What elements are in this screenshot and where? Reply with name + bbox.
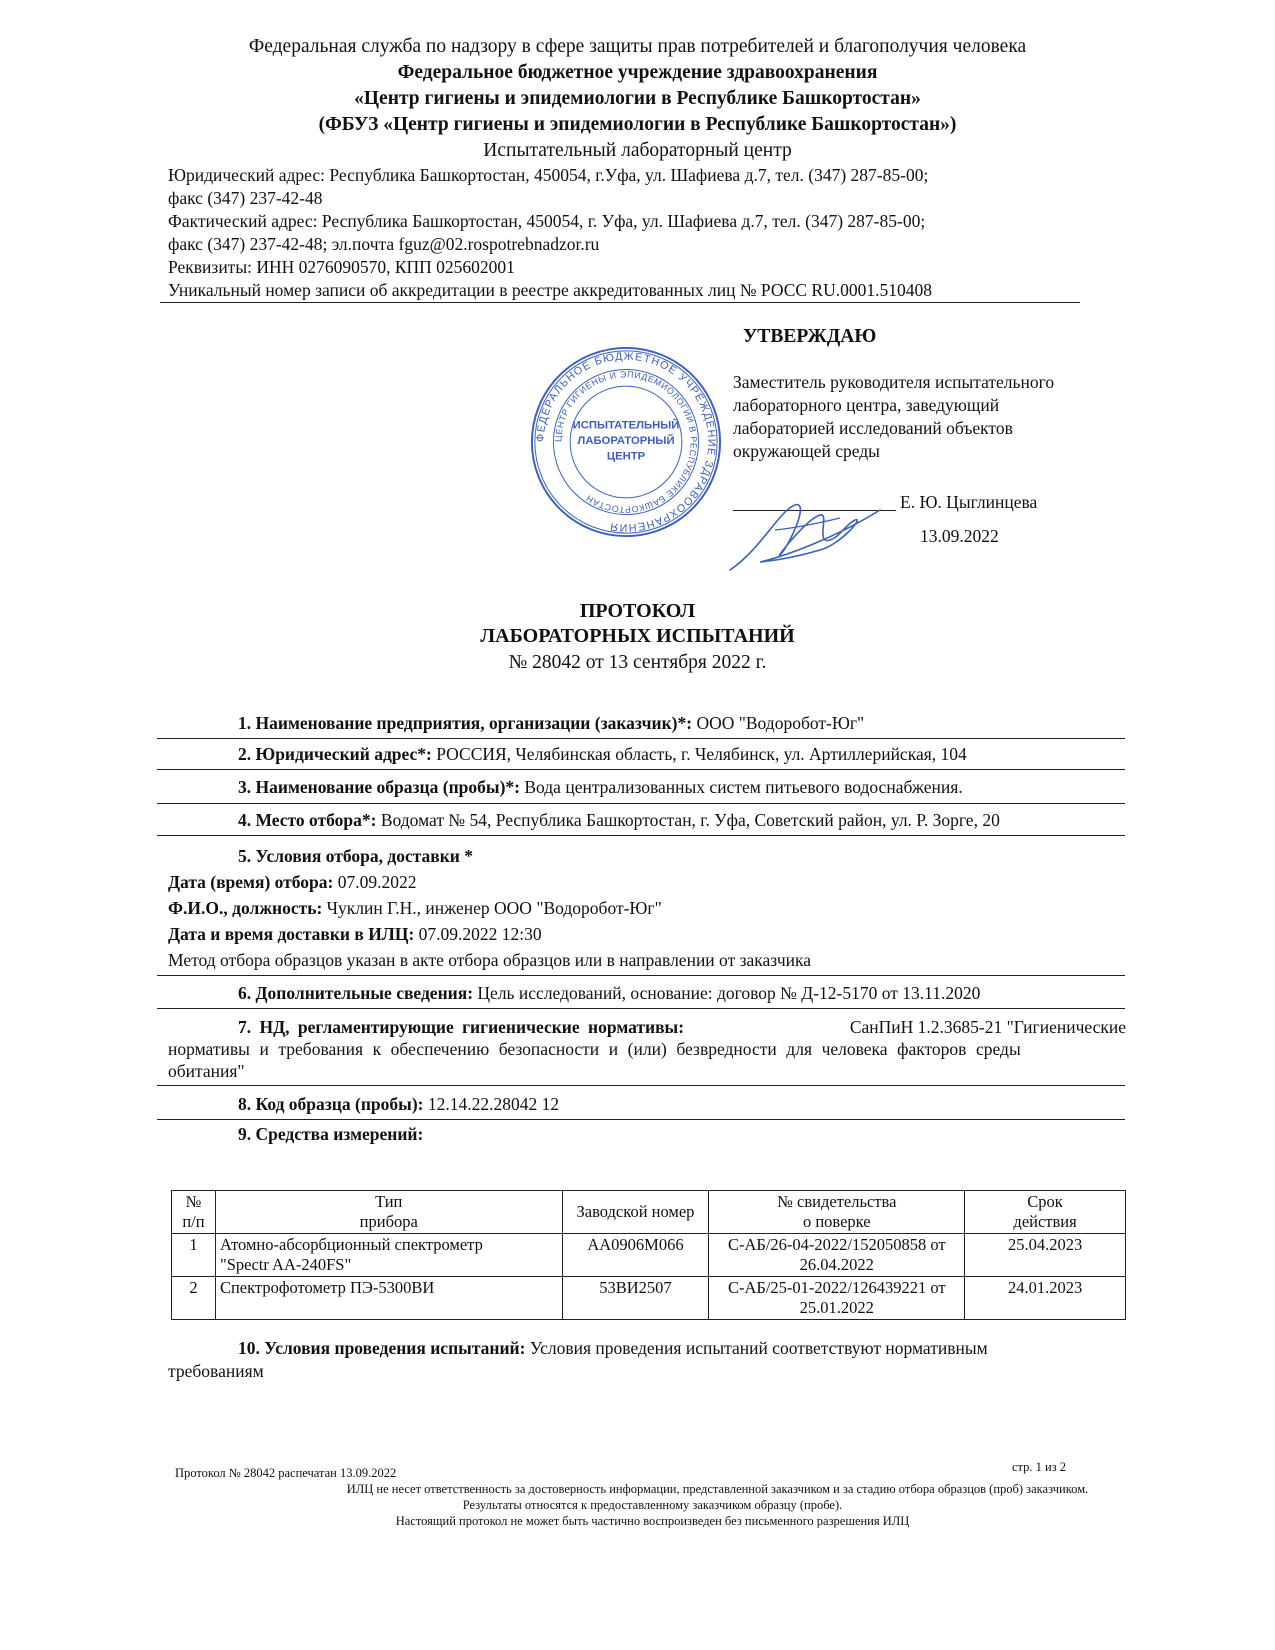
header-type: Тип прибора	[215, 1191, 562, 1234]
header-divider	[160, 302, 1080, 303]
item-1	[238, 713, 864, 734]
footer-note-1: ИЛЦ не несет ответственность за достоверность информации, представленной заказчиком и за стадию отбора образцов (проб) заказчиком.	[346, 1482, 1089, 1496]
cell-no: 2	[172, 1277, 216, 1320]
svg-text:ЦЕНТР ГИГИЕНЫ И ЭПИДЕМИОЛОГИИ: ЦЕНТР ГИГИЕНЫ И ЭПИДЕМИОЛОГИИ В РЕСПУБЛИКЕ БАШКОРТОСТАН	[553, 369, 699, 515]
item-7-line1	[238, 1017, 1126, 1038]
item-6-label: 6. Дополнительные сведения:	[238, 983, 474, 1003]
item-divider	[157, 769, 1125, 770]
legal-fax: факс (347) 237-42-48	[168, 188, 323, 208]
actual-fax-email: факс (347) 237-42-48; эл.почта fguz@02.rospotrebnadzor.ru	[168, 234, 600, 254]
sampler-value: Чуклин Г.Н., инженер ООО "Водоробот-Юг"	[322, 898, 662, 918]
item-5-method: Метод отбора образцов указан в акте отбора образцов или в направлении от заказчика	[168, 950, 812, 970]
item-10	[238, 1338, 988, 1359]
table-header-row	[172, 1191, 1126, 1234]
approval-position-1: Заместитель руководителя испытательного	[733, 372, 1055, 392]
header-certificate: № свидетельства о поверке	[709, 1191, 965, 1234]
approval-position-3: лабораторией исследований объектов	[733, 418, 1013, 438]
cell-certificate: С-АБ/25-01-2022/126439221 от 25.01.2022	[709, 1277, 965, 1320]
item-5-delivery	[168, 924, 542, 945]
header-institution: Федеральное бюджетное учреждение здравоохранения	[397, 62, 878, 83]
item-10-label: 10. Условия проведения испытаний:	[238, 1338, 526, 1358]
sampling-date-label: Дата (время) отбора:	[168, 872, 334, 892]
item-divider	[157, 1119, 1125, 1120]
item-5-sampler	[168, 898, 662, 919]
cell-type: Спектрофотометр ПЭ-5300ВИ	[215, 1277, 562, 1320]
item-7-value-1: СанПиН 1.2.3685-21 "Гигиенические	[849, 1017, 1126, 1037]
item-7-value-3: обитания"	[168, 1061, 245, 1081]
approval-position-4: окружающей среды	[733, 441, 880, 461]
svg-text:ЛАБОРАТОРНЫЙ: ЛАБОРАТОРНЫЙ	[577, 434, 675, 447]
item-7-value-2: нормативы и требования к обеспечению безопасности и (или) безвредности для человека факторов среды	[168, 1039, 1021, 1059]
cell-validity: 24.01.2023	[965, 1277, 1126, 1320]
protocol-title: ПРОТОКОЛ	[579, 600, 696, 622]
item-7-label: 7. НД, регламентирующие гигиенические нормативы:	[238, 1017, 685, 1037]
cell-certificate: С-АБ/26-04-2022/152050858 от 26.04.2022	[709, 1234, 965, 1277]
item-1-value: ООО "Водоробот-Юг"	[692, 713, 865, 733]
item-divider	[157, 738, 1125, 739]
header-lab: Испытательный лабораторный центр	[483, 140, 792, 161]
header-agency: Федеральная служба по надзору в сфере защиты прав потребителей и благополучия человека	[248, 36, 1027, 57]
item-3-label: 3. Наименование образца (пробы)*:	[238, 777, 520, 797]
item-10-value-1: Условия проведения испытаний соответствуют нормативным	[525, 1338, 988, 1358]
item-divider	[157, 1085, 1125, 1086]
item-2-value: РОССИЯ, Челябинская область, г. Челябинск, ул. Артиллерийская, 104	[431, 744, 967, 764]
requisites: Реквизиты: ИНН 0276090570, КПП 025602001	[168, 257, 515, 277]
table-row	[172, 1277, 1126, 1320]
item-8-label: 8. Код образца (пробы):	[238, 1094, 424, 1114]
item-5-label: 5. Условия отбора, доставки *	[238, 846, 474, 866]
sampling-date-value: 07.09.2022	[333, 872, 417, 892]
item-8-value: 12.14.22.28042 12	[423, 1094, 560, 1114]
approval-title: УТВЕРЖДАЮ	[743, 326, 877, 347]
item-1-label: 1. Наименование предприятия, организации (заказчик)*:	[238, 713, 693, 733]
item-2	[238, 744, 967, 765]
delivery-value: 07.09.2022 12:30	[414, 924, 542, 944]
seal-stamp	[528, 344, 724, 540]
item-divider	[157, 1008, 1125, 1009]
sampler-label: Ф.И.О., должность:	[168, 898, 323, 918]
item-8	[238, 1094, 559, 1115]
header-center-abbr: (ФБУЗ «Центр гигиены и эпидемиологии в Республике Башкортостан»)	[318, 114, 957, 135]
header-no: № п/п	[172, 1191, 216, 1234]
item-2-label: 2. Юридический адрес*:	[238, 744, 432, 764]
cell-no: 1	[172, 1234, 216, 1277]
approver-name: Е. Ю. Цыглинцева	[900, 492, 1038, 512]
item-3-value: Вода централизованных систем питьевого водоснабжения.	[519, 777, 963, 797]
instruments-table	[171, 1190, 1126, 1320]
cell-serial: 53ВИ2507	[562, 1277, 709, 1320]
actual-address: Фактический адрес: Республика Башкортостан, 450054, г. Уфа, ул. Шафиева д.7, тел. (347) 287-85-00;	[168, 211, 926, 231]
item-divider	[157, 835, 1125, 836]
item-4-label: 4. Место отбора*:	[238, 810, 377, 830]
item-divider	[157, 803, 1125, 804]
protocol-subtitle: ЛАБОРАТОРНЫХ ИСПЫТАНИЙ	[480, 625, 795, 647]
protocol-number-date: № 28042 от 13 сентября 2022 г.	[508, 652, 767, 673]
cell-type: Атомно-абсорбционный спектрометр "Spectr AA-240FS"	[215, 1234, 562, 1277]
approval-position-2: лабораторного центра, заведующий	[733, 395, 1000, 415]
handwritten-signature	[720, 490, 890, 585]
item-9-label: 9. Средства измерений:	[238, 1124, 424, 1144]
delivery-label: Дата и время доставки в ИЛЦ:	[168, 924, 415, 944]
table-row	[172, 1234, 1126, 1277]
accreditation: Уникальный номер записи об аккредитации в реестре аккредитованных лиц № РОСС RU.0001.510408	[168, 280, 932, 300]
footer-note-2: Результаты относятся к предоставленному заказчиком образцу (пробе).	[462, 1498, 843, 1512]
item-6-value: Цель исследований, основание: договор № Д-12-5170 от 13.11.2020	[473, 983, 981, 1003]
item-divider	[157, 975, 1125, 976]
header-serial: Заводской номер	[562, 1191, 709, 1234]
svg-text:ФЕДЕРАЛЬНОЕ БЮДЖЕТНОЕ УЧРЕЖДЕН: ФЕДЕРАЛЬНОЕ БЮДЖЕТНОЕ УЧРЕЖДЕНИЕ ЗДРАВООХРАНЕНИЯ	[534, 350, 718, 534]
header-validity: Срок действия	[965, 1191, 1126, 1234]
item-3	[238, 777, 963, 798]
item-5-sampling-date	[168, 872, 416, 893]
item-4-value: Водомат № 54, Республика Башкортостан, г. Уфа, Советский район, ул. Р. Зорге, 20	[376, 810, 1000, 830]
legal-address: Юридический адрес: Республика Башкортостан, 450054, г.Уфа, ул. Шафиева д.7, тел. (347) 287-85-00;	[168, 165, 929, 185]
svg-text:ЦЕНТР: ЦЕНТР	[606, 450, 646, 463]
item-4	[238, 810, 1000, 831]
footer-printed: Протокол № 28042 распечатан 13.09.2022	[175, 1466, 397, 1480]
item-6	[238, 983, 980, 1004]
item-10-value-2: требованиям	[168, 1361, 264, 1381]
svg-text:ИСПЫТАТЕЛЬНЫЙ: ИСПЫТАТЕЛЬНЫЙ	[572, 419, 680, 432]
cell-serial: AA0906M066	[562, 1234, 709, 1277]
approval-date: 13.09.2022	[920, 526, 999, 546]
footer-page-number: стр. 1 из 2	[1012, 1460, 1067, 1474]
footer-note-3: Настоящий протокол не может быть частично воспроизведен без письменного разрешения ИЛЦ	[395, 1514, 910, 1528]
cell-validity: 25.04.2023	[965, 1234, 1126, 1277]
header-center-name: «Центр гигиены и эпидемиологии в Республике Башкортостан»	[354, 88, 921, 109]
